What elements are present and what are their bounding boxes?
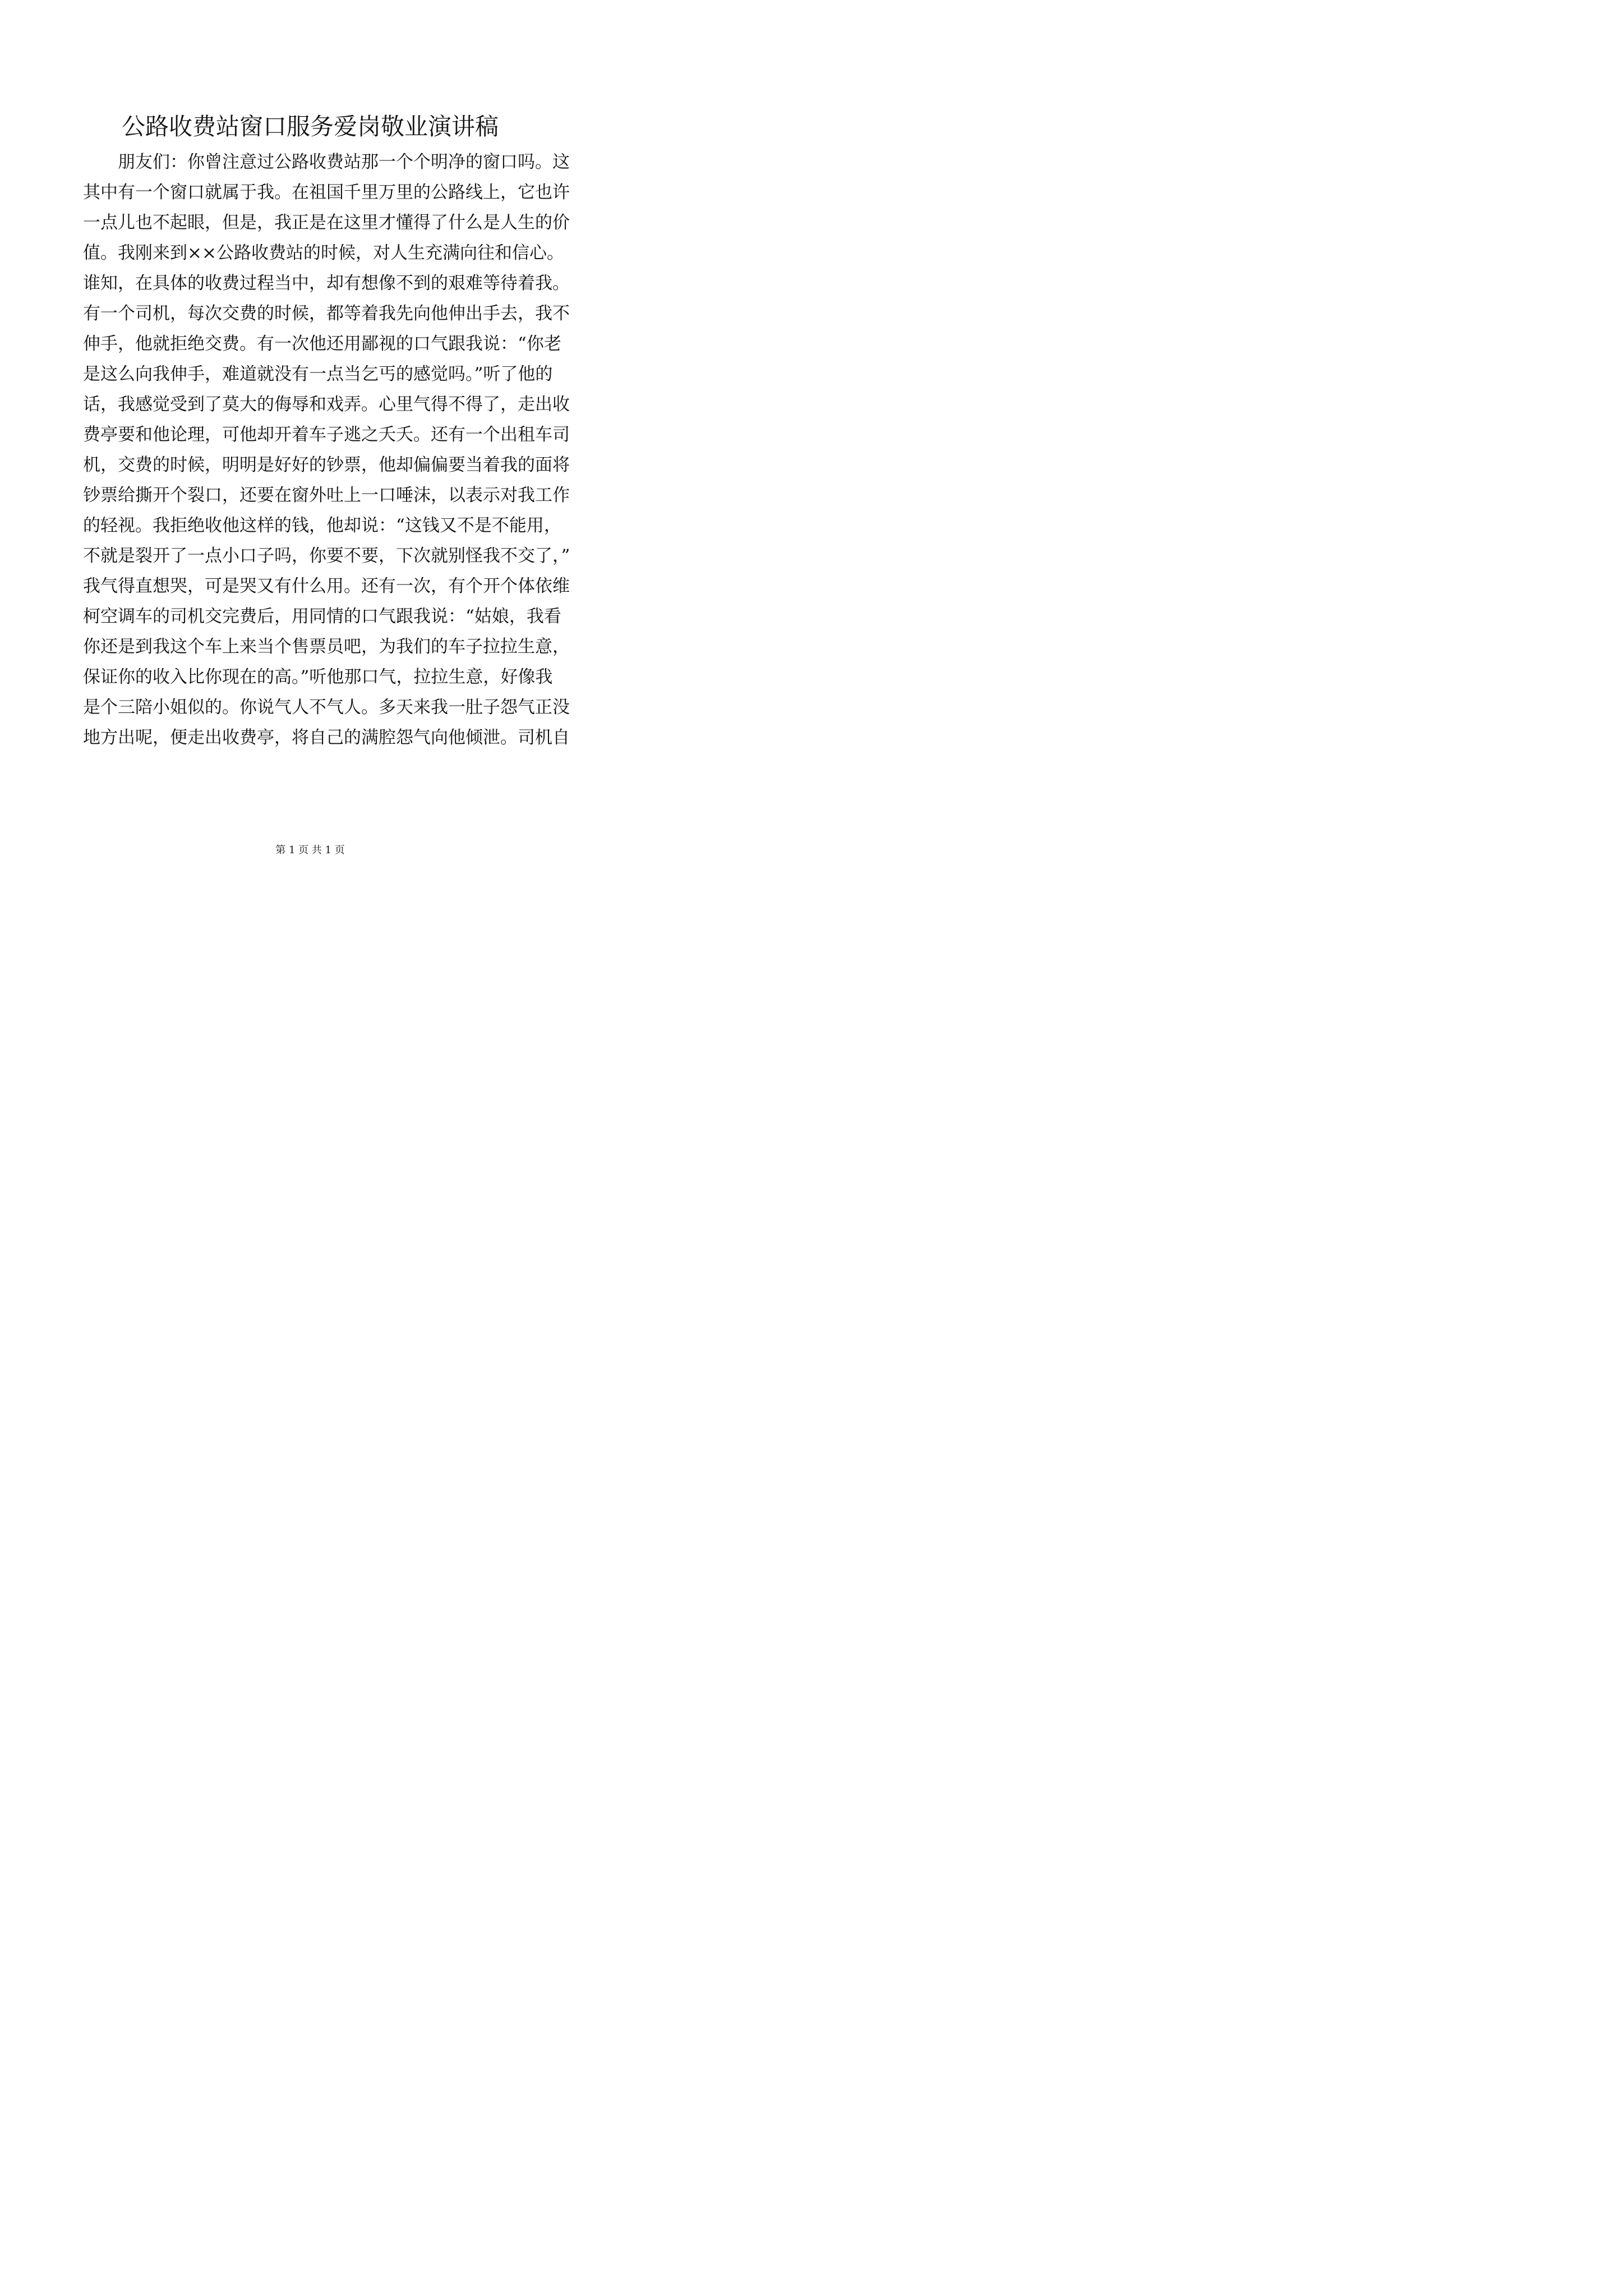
body-line: 机，交费的时候，明明是好好的钞票，他却偏偏要当着我的面将 xyxy=(83,455,570,475)
page-footer: 第 1 页 共 1 页 xyxy=(275,844,345,856)
body-line: 朋友们：你曾注意过公路收费站那一个个明净的窗口吗。这 xyxy=(118,152,570,172)
body-line: 谁知，在具体的收费过程当中，却有想像不到的艰难等待着我。 xyxy=(83,273,570,293)
body-line: 钞票给撕开个裂口，还要在窗外吐上一口唾沫，以表示对我工作 xyxy=(83,485,570,505)
body-line: 是这么向我伸手，难道就没有一点当乞丐的感觉吗。”听了他的 xyxy=(83,364,553,384)
body-line: 一点儿也不起眼，但是，我正是在这里才懂得了什么是人生的价 xyxy=(83,213,570,233)
body-line: 伸手，他就拒绝交费。有一次他还用鄙视的口气跟我说：“你老 xyxy=(83,334,561,354)
body-line: 地方出呢，便走出收费亭，将自己的满腔怨气向他倾泄。司机自 xyxy=(83,728,570,748)
body-line: 是个三陪小姐似的。你说气人不气人。多天来我一肚子怨气正没 xyxy=(83,697,570,717)
document-page xyxy=(0,0,620,877)
body-line: 费亭要和他论理，可他却开着车子逃之夭夭。还有一个出租车司 xyxy=(83,425,570,445)
body-line: 的轻视。我拒绝收他这样的钱，他却说：“这钱又不是不能用， xyxy=(83,516,561,536)
body-line: 柯空调车的司机交完费后，用同情的口气跟我说：“姑娘，我看 xyxy=(83,606,561,627)
body-line: 保证你的收入比你现在的高。”听他那口气，拉拉生意，好像我 xyxy=(83,667,553,687)
body-line: 你还是到我这个车上来当个售票员吧，为我们的车子拉拉生意， xyxy=(83,637,570,657)
body-line: 值。我刚来到××公路收费站的时候，对人生充满向往和信心。 xyxy=(83,243,564,263)
document-title: 公路收费站窗口服务爱岗敬业演讲稿 xyxy=(121,113,499,140)
document-body xyxy=(83,147,570,753)
body-line: 其中有一个窗口就属于我。在祖国千里万里的公路线上，它也许 xyxy=(83,182,570,203)
body-line: 话，我感觉受到了莫大的侮辱和戏弄。心里气得不得了，走出收 xyxy=(83,394,570,415)
body-line: 我气得直想哭，可是哭又有什么用。还有一次，有个开个体依维 xyxy=(83,576,570,596)
body-line: 有一个司机，每次交费的时候，都等着我先向他伸出手去，我不 xyxy=(83,303,570,324)
body-line: 不就是裂开了一点小口子吗，你要不要，下次就别怪我不交了，” xyxy=(83,546,570,566)
